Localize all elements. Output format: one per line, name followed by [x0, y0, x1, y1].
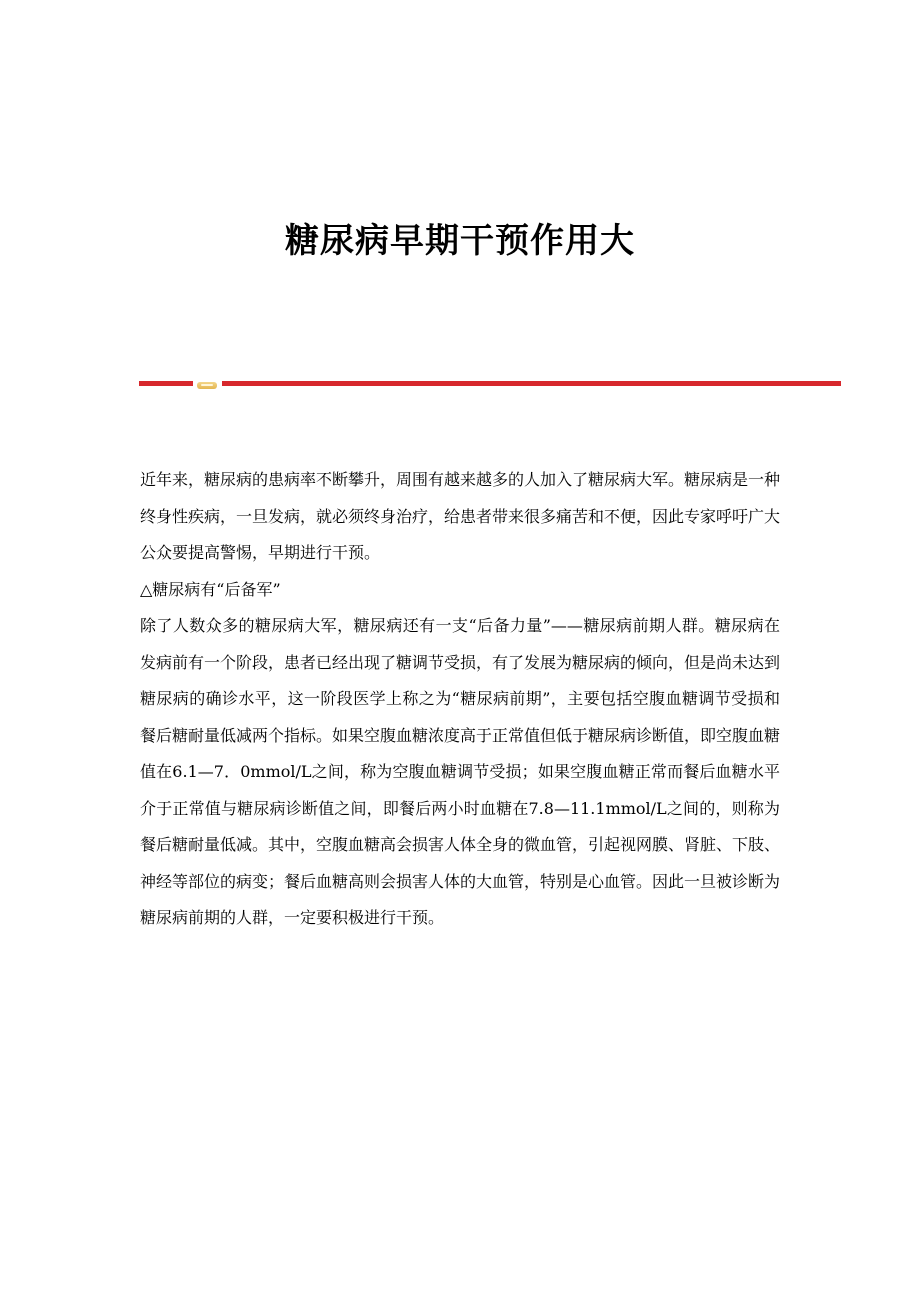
paragraph-prediabetes: 除了人数众多的糖尿病大军，糖尿病还有一支“后备力量”——糖尿病前期人群。糖尿病在发病前有一个阶段，患者已经出现了糖调节受损，有了发展为糖尿病的倾向，但是尚未达到糖尿病的确诊水平，这一阶段医学上称之为“糖尿病前期”，主要包括空腹血糖调节受损和餐后糖耐量低减两个指标。如果空腹血糖浓度高于正常值但低于糖尿病诊断值，即空腹血糖值在6.1—7．0mmol/L之间，称为空腹血糖调节受损；如果空腹血糖正常而餐后血糖水平介于正常值与糖尿病诊断值之间，即餐后两小时血糖在7.8—11.1mmol/L之间的，则称为餐后糖耐量低减。其中，空腹血糖高会损害人体全身的微血管，引起视网膜、肾脏、下肢、神经等部位的病变；餐后血糖高则会损害人体的大血管，特别是心血管。因此一旦被诊断为糖尿病前期的人群，一定要积极进行干预。 — [140, 616, 781, 927]
article-body — [140, 462, 780, 937]
divider-ornament-icon — [197, 382, 217, 389]
paragraph-intro: 近年来，糖尿病的患病率不断攀升，周围有越来越多的人加入了糖尿病大军。糖尿病是一种终身性疾病，一旦发病，就必须终身治疗，给患者带来很多痛苦和不便，因此专家呼吁广大公众要提高警惕，早期进行干预。 — [140, 470, 781, 562]
title-divider — [139, 378, 841, 390]
page-title: 糖尿病早期干预作用大 — [285, 221, 635, 261]
divider-line-left — [139, 381, 193, 386]
section-heading: △糖尿病有“后备军” — [140, 579, 281, 599]
divider-line-right — [222, 381, 841, 386]
